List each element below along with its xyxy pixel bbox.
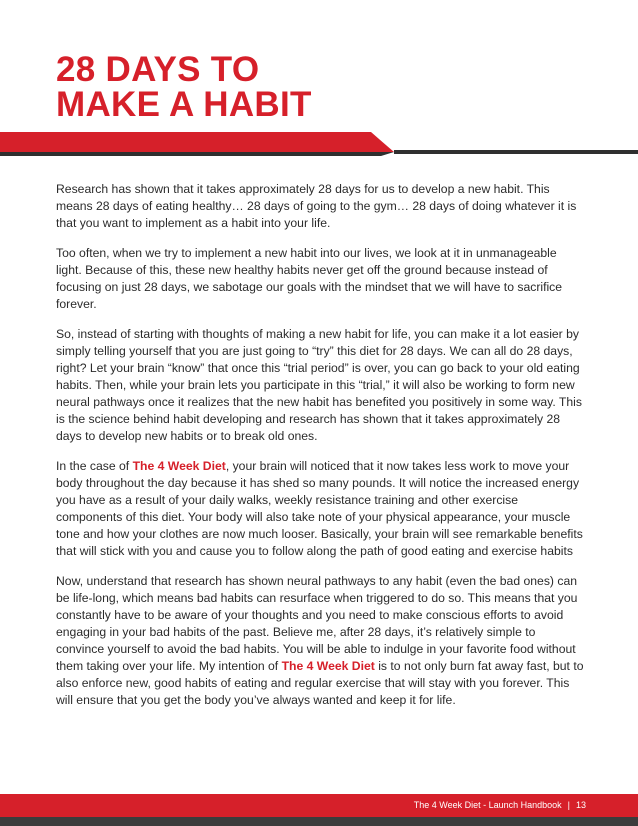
divider-red-band [0,132,394,152]
paragraph: Research has shown that it takes approximately 28 days for us to develop a new habit. This means 28 days of eating healthy… 28 days of going to the gym… 28 days of doing whatever it is that you want to implement as a habit into your life. [56,182,577,230]
brand-name: The 4 Week Diet [132,459,226,473]
handbook-title: The 4 Week Diet - Launch Handbook [413,800,562,810]
page-footer [0,794,638,826]
paragraph: So, instead of starting with thoughts of making a new habit for life, you can make it a lot easier by simply telling yourself that you are just going to “try” this diet for 28 days. We can all do 28 days, right? Let your brain “know” that once this “trial period” is over, you can go back to your old eating habits. Then, while your brain lets you participate in this “trial,” it will also be working to form new neural pathways once it realizes that the new habit has benefited you positively in some way. This is the science behind habit developing and research has shown that it takes approximately 28 days to develop new habits or to break old ones. [56,327,582,443]
footer-separator: | [567,800,570,810]
page-title [56,52,312,122]
paragraph-text: In the case of [56,459,133,473]
title-divider [0,132,638,156]
paragraph [56,573,584,709]
title-line-2: MAKE A HABIT [56,85,312,124]
article-body [56,181,584,722]
brand-name: The 4 Week Diet [281,659,375,673]
divider-dark-band [0,152,394,156]
footer-strip [0,817,638,826]
paragraph [56,458,584,560]
page-number: 13 [575,800,586,810]
paragraph-text: is to not only burn fat away fast, but to also enforce new, good habits of eating and regular exercise that will stay with you forever. This will ensure that you get the body you’ve always wanted and keep it for life. [56,659,584,707]
footer-caption [414,799,586,811]
divider-line [394,150,638,154]
paragraph: Too often, when we try to implement a new habit into our lives, we look at it in unmanageable light. Because of this, these new healthy habits never get off the ground because instead of focusing on just 28 days, we sabotage our goals with the mindset that we will have to sacrifice forever. [56,246,563,311]
paragraph-text: Now, understand that research has shown neural pathways to any habit (even the bad ones) can be life-long, which means bad habits can resurface when triggered to do so. This means that you constantly have to be aware of your thoughts and you need to make conscious efforts to avoid engaging in your bad habits of the past. Believe me, after 28 days, it’s relatively simple to convince yourself to avoid the bad habits. You will be able to indulge in your favorite food without them taking over your life. My intention of [56,574,578,673]
title-line-1: 28 DAYS TO [56,50,260,89]
paragraph-text: , your brain will noticed that it now takes less work to move your body throughout the day because it has shed so many pounds. It will notice the increased energy you have as a result of your daily walks, weekly resistance training and other exercise components of this diet. Your body will also take note of your physical appearance, your muscle tone and how your clothes are now much looser. Basically, your brain will see remarkable benefits that will stick with you and cause you to follow along the path of good eating and exercise habits [56,459,583,558]
